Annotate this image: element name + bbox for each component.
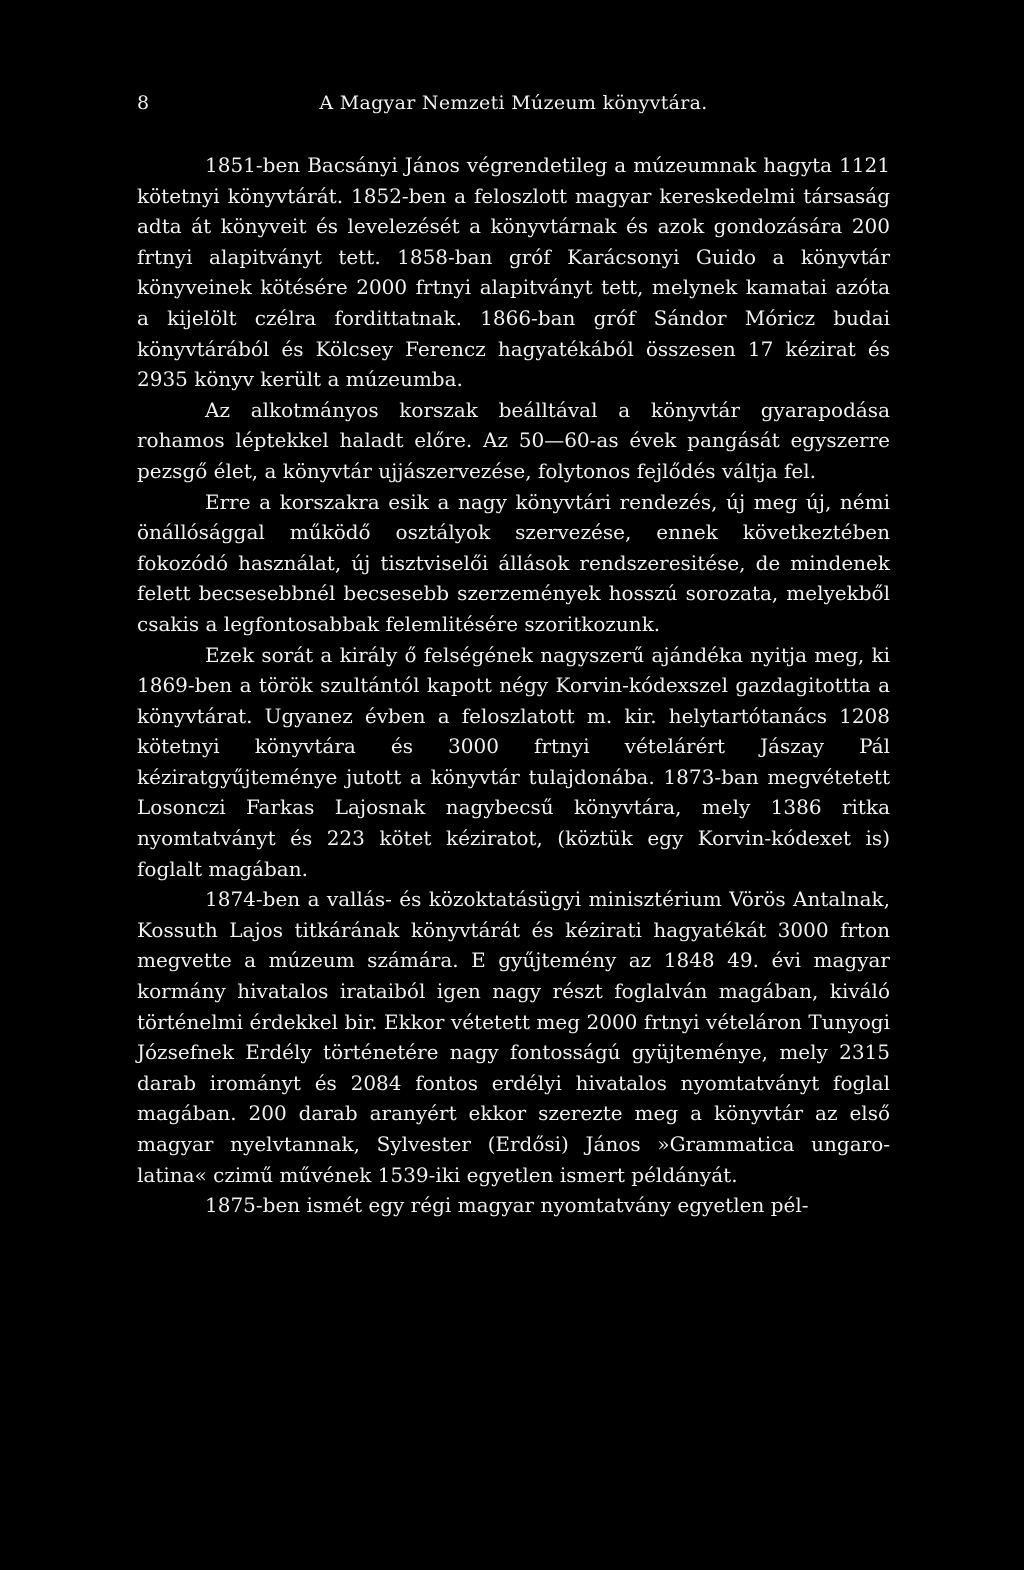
running-title: A Magyar Nemzeti Múzeum könyvtára. [319, 92, 708, 114]
paragraph-constitutional-era: Az alkotmányos korszak beálltával a könyvtár gyarapodása rohamos léptekkel haladt előre. Az 50—60-as évek pangását egyszerre pezsgő élet, a könyvtár ujjászervezése, folytonos fejlődés váltja fel. [137, 397, 890, 483]
paragraph-1875: 1875-ben ismét egy régi magyar nyomtatvány egyetlen pél- [205, 1193, 809, 1218]
paragraph-bacsanyi-bequest: 1851-ben Bacsányi János végrendetileg a múzeumnak hagyta 1121 kötetnyi könyvtárát. 1852-ben a feloszlott magyar kereskedelmi társaság adta át könyveit és levelezését a könyvtárnak és azok gondozására 200 frtnyi alapitványt tett. 1858-ban gróf Karácsonyi Guido a könyvtár könyveinek kötésére 2000 frtnyi alapitványt tett, melynek kamatai azóta a kijelölt czélra fordittatnak. 1866-ban gróf Sándor Móricz budai könyvtárából és Kölcsey Ferencz hagyatékából összesen 17 kézirat és 2935 könyv került a múzeumba. [137, 153, 890, 392]
paragraph-royal-gift: Ezek sorát a király ő felségének nagyszerű ajándéka nyitja meg, ki 1869-ben a török szultántól kapott négy Korvin-kódexszel gazdagitottta a könyvtárat. Ugyanez évben a feloszlatott m. kir. helytartótanács 1208 kötetnyi könyvtára és 3000 frtnyi vételárért Jászay Pál kéziratgyűjteménye jutott a könyvtár tulajdonába. 1873-ban megvétetett Losonczi Farkas Lajosnak nagybecsű könyvtára, mely 1386 ritka nyomtatványt és 223 kötet kéziratot, (köztük egy Korvin-kódexet is) foglalt magában. [137, 642, 890, 881]
paragraph-reorganization: Erre a korszakra esik a nagy könyvtári rendezés, új meg új, némi önállósággal működő osztályok szervezése, ennek következtében fokozódó használat, új tisztviselői állások rendszeresitése, de mindenek felett becsesebbnél becsesebb szerzemények hosszú sorozata, melyekből csakis a legfontosabbak felemlitésére szoritkozunk. [137, 489, 890, 636]
running-header [137, 90, 890, 116]
body-text [137, 150, 890, 1221]
page-number: 8 [137, 92, 150, 114]
paragraph-1874-acquisitions: 1874-ben a vallás- és közoktatásügyi minisztérium Vörös Antalnak, Kossuth Lajos titkárának könyvtárát és kézirati hagyatékát 3000 frton megvette a múzeum számára. E gyűjtemény az 1848 49. évi magyar kormány hivatalos irataiból igen nagy részt foglalván magában, kiváló történelmi érdekkel bir. Ekkor vétetett meg 2000 frtnyi vételáron Tunyogi Józsefnek Erdély történetére nagy fontosságú gyüjteménye, mely 2315 darab irományt és 2084 fontos erdélyi hivatalos nyomtatványt foglal magában. 200 darab aranyért ekkor szerezte meg a könyvtár az első magyar nyelvtannak, Sylvester (Erdősi) János »Grammatica ungaro-latina« czimű művének 1539-iki egyetlen ismert példányát. [137, 887, 890, 1187]
